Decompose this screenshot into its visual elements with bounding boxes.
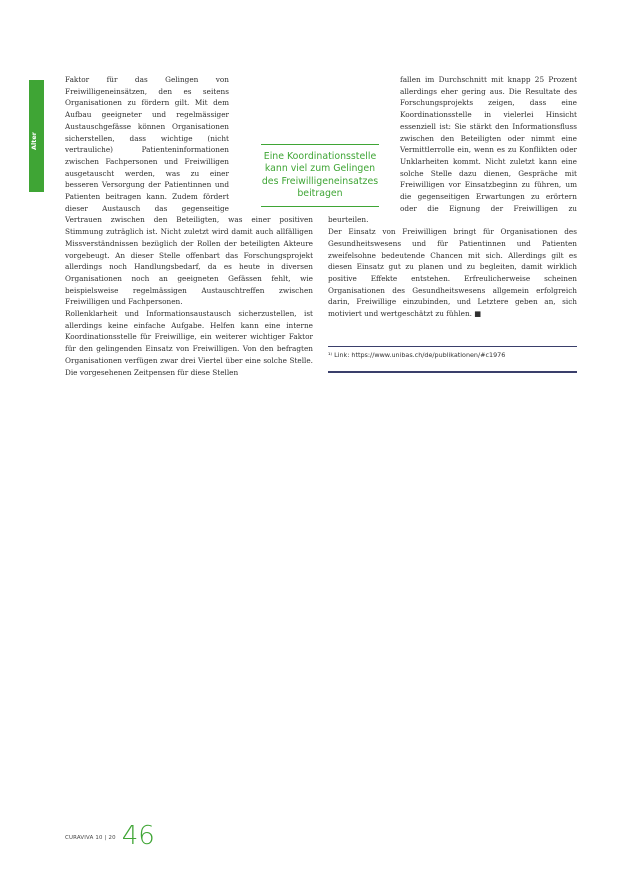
- section-tab: [29, 80, 44, 192]
- body-paragraph: Rollenklarheit und Informationsaustausch sicherzustellen, ist allerdings keine einfache Aufgabe. Helfen kann eine interne Koordinationsstelle für Freiwillige, ein weiterer wichtiger Faktor für den gelingenden Einsatz von Freiwilligen. Von den befragten Organisationen verfügen zwar drei Viertel über eine solche Stelle. Die vorgesehenen Zeitpensen für diese Stellen: [65, 309, 313, 377]
- body-text: fallen im Durchschnitt mit knapp 25 Prozent allerdings eher gering aus. Die Resultate des Forschungsprojekts zeigen, dass eine Koordinationsstelle in vielerlei Hinsicht essenziell ist: Sie stärkt den Informationsfluss zwischen den Beteiligten oder nimmt eine Vermittlerrolle ein, wenn es zu Konflikten oder Unklarheiten kommt. Nicht zuletzt kann eine solche Stelle dazu dienen, Gespräche mit Freiwilligen vor Einsatzbeginn zu führen, um die gegenseitigen Erwartungen zu erörtern oder die Eignung der Freiwilligen zu beurteilen.: [328, 75, 577, 225]
- body-paragraph: [328, 74, 577, 226]
- page-footer: [65, 819, 155, 849]
- right-column: [328, 74, 577, 320]
- page-number: 46: [121, 821, 155, 851]
- left-column: [65, 74, 313, 378]
- body-paragraph: Der Einsatz von Freiwilligen bringt für Organisationen des Gesundheitswesens und für Patientinnen und Patienten zweifelsohne bedeutende Chancen mit sich. Allerdings gilt es diesen Einsatz gut zu planen und zu begleiten, damit wirklich positive Effekte entstehen. Erfreulicherweise scheinen Organisationen des Gesundheitswesens allgemein erfolgreich darin, Freiwillige einzubinden, und Letztere geben an, sich motiviert und wertgeschätzt zu fühlen. ■: [328, 227, 577, 319]
- body-text: Faktor für das Gelingen von Freiwilligeneinsätzen, den es seitens Organisationen zu fördern gilt. Mit dem Aufbau geeigneter und regelmässiger Austauschgefässe können Organisationen sicherstellen, dass wichtige (nicht vertrauliche) Patienteninformationen zwischen Fachpersonen und Freiwilligen ausgetauscht werden, was zu einer besseren Versorgung der Patientinnen und Patienten beitragen kann. Zudem fördert dieser Austausch das gegenseitige Vertrauen zwischen den Beteiligten, was einer positiven Stimmung zuträglich ist. Nicht zuletzt wird damit auch allfälligen Missverständnissen bezüglich der Rollen der beteiligten Akteure vorgebeugt. An dieser Stelle offenbart das Forschungsprojekt allerdings noch Handlungsbedarf, da es heute in diversen Organisationen noch an geeigneten Gefässen fehlt, wie beispielsweise regelmässigen Austauschtreffen zwischen Freiwilligen und Fachpersonen.: [65, 75, 313, 307]
- section-tab-label: Alter: [30, 132, 38, 150]
- footnote: ¹⁾ Link: https://www.unibas.ch/de/publikationen/#c1976: [328, 351, 506, 359]
- pull-quote: Eine Koordinationsstelle kann viel zum Gelingen des Freiwilligeneinsatzes beitragen: [261, 144, 379, 207]
- journal-label: CURAVIVA 10 | 20: [65, 835, 116, 841]
- footnote-bottom-rule: [328, 371, 577, 373]
- footnote-rule: [328, 346, 577, 347]
